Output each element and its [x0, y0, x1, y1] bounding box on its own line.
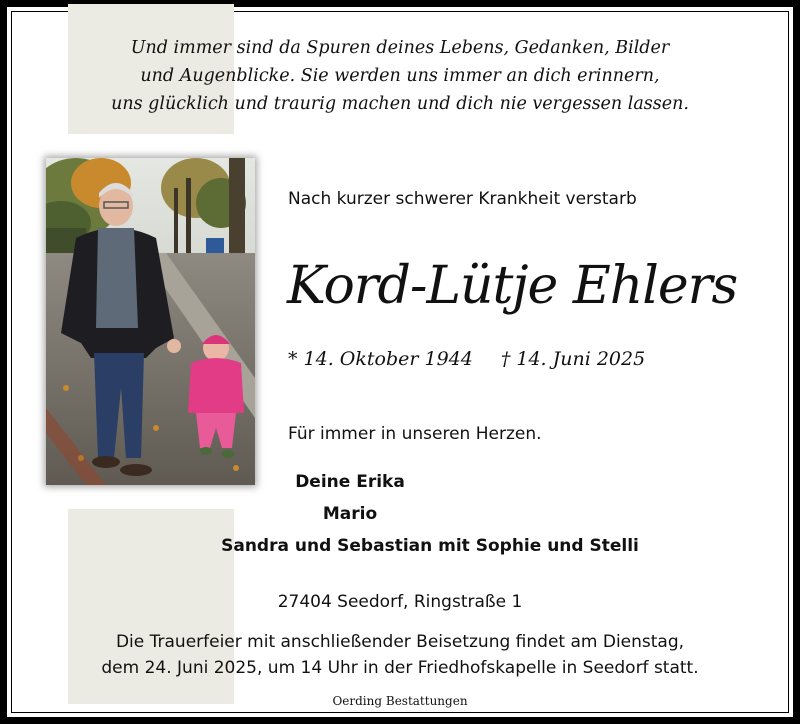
death-date: † 14. Juni 2025 — [500, 348, 646, 370]
birth-date: * 14. Oktober 1944 — [288, 348, 473, 370]
signer-name: Deine Erika — [295, 472, 405, 492]
poem-line: Und immer sind da Spuren deines Lebens, Gedanken, Bilder — [130, 38, 670, 58]
memorial-poem — [80, 34, 720, 118]
photo-illustration — [46, 158, 255, 485]
family-address: 27404 Seedorf, Ringstraße 1 — [277, 592, 523, 612]
ceremony-line: Die Trauerfeier mit anschließender Beisetzung findet am Dienstag, — [115, 632, 685, 652]
signer-name: Mario — [322, 504, 378, 524]
ceremony-notice — [0, 629, 800, 681]
intro-text: Nach kurzer schwerer Krankheit verstarb — [288, 189, 637, 209]
poem-line: und Augenblicke. Sie werden uns immer an dich erinnern, — [140, 66, 660, 86]
life-dates — [288, 348, 645, 370]
ceremony-line: dem 24. Juni 2025, um 14 Uhr in der Friedhofskapelle in Seedorf statt. — [101, 658, 699, 678]
memorial-photo — [46, 158, 255, 485]
deceased-name: Kord-Lütje Ehlers — [287, 256, 738, 316]
closing-text: Für immer in unseren Herzen. — [288, 424, 542, 444]
signer-name: Sandra und Sebastian mit Sophie und Stelli — [221, 536, 639, 556]
undertaker-name: Oerding Bestattungen — [332, 694, 468, 708]
poem-line: uns glücklich und traurig machen und dich nie vergessen lassen. — [111, 94, 689, 114]
